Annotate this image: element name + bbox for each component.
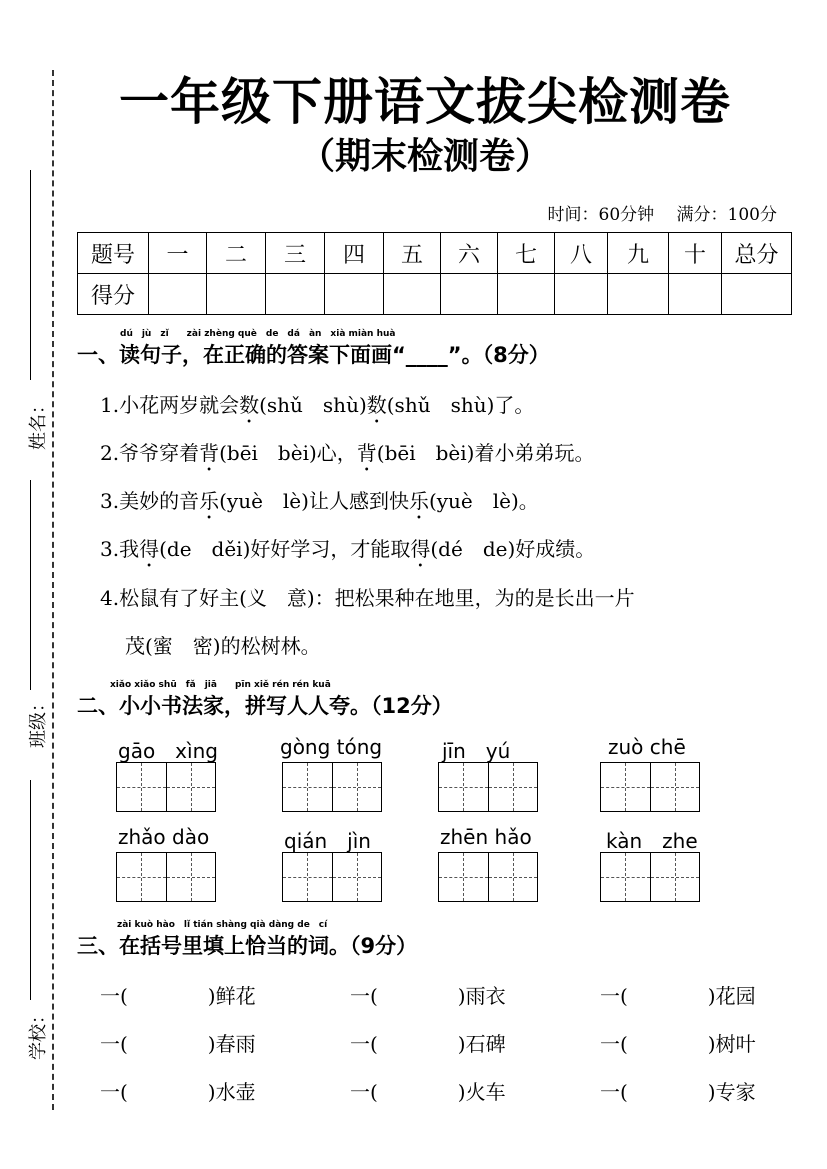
score-cell[interactable]	[207, 274, 266, 315]
text: (de děi)好好学习，才能取	[159, 537, 411, 561]
text: (shǔ shù)了。	[386, 393, 535, 417]
page-title: 一年级下册语文拔尖检测卷	[119, 73, 731, 131]
table-header-cell: 八	[555, 233, 608, 274]
pinyin-prompt: qián jìn	[284, 829, 371, 853]
fill-blank-item[interactable]: 一( )水壶	[100, 1080, 256, 1104]
pinyin-prompt: gòng tóng	[280, 735, 383, 759]
fill-blank-item[interactable]: 一( )鲜花	[100, 984, 256, 1008]
score-row-label: 得分	[78, 274, 149, 315]
table-header-cell: 十	[669, 233, 722, 274]
name-label: 姓名：	[28, 396, 49, 450]
fill-blank-item[interactable]: 一( )花园	[600, 984, 756, 1008]
class-label: 班级：	[28, 694, 49, 748]
text: 3.我	[100, 537, 140, 561]
page-subtitle: （期末检测卷）	[298, 136, 551, 177]
writing-grid[interactable]	[600, 852, 700, 902]
time-info: 时间：60分钟 满分：100分	[547, 205, 777, 225]
section3-heading: 三、在括号里填上恰当的词。（9分）	[77, 934, 418, 958]
table-header-cell: 总分	[722, 233, 792, 274]
table-header-cell: 七	[498, 233, 555, 274]
score-cell[interactable]	[384, 274, 441, 315]
fill-blank-item[interactable]: 一( )火车	[350, 1080, 506, 1104]
class-line	[30, 480, 31, 690]
table-header-cell: 四	[325, 233, 384, 274]
dotted-char: 数	[366, 393, 387, 417]
text: (shǔ shù)	[259, 393, 367, 417]
table-header-cell: 二	[207, 233, 266, 274]
section1-pinyin: dú jù zǐ zài zhèng què de dá àn xià miàn huà	[120, 329, 396, 339]
writing-grid[interactable]	[438, 762, 538, 812]
writing-grid[interactable]	[600, 762, 700, 812]
question-item	[100, 389, 534, 428]
dotted-char: 得	[139, 537, 160, 561]
score-cell[interactable]	[555, 274, 608, 315]
table-row	[78, 274, 792, 315]
text: 2.爷爷穿着	[100, 441, 200, 465]
section3-pinyin: zài kuò hào lǐ tián shàng qià dàng de cí	[117, 920, 328, 930]
pinyin-prompt: zhēn hǎo	[440, 825, 532, 849]
dotted-char: 数	[239, 393, 260, 417]
score-cell[interactable]	[669, 274, 722, 315]
binding-dashed-line	[52, 70, 54, 1110]
dotted-char: 得	[410, 537, 431, 561]
dotted-char: 背	[199, 441, 220, 465]
fill-blank-item[interactable]: 一( )专家	[600, 1080, 756, 1104]
table-header-cell: 三	[266, 233, 325, 274]
score-cell[interactable]	[722, 274, 792, 315]
writing-grid[interactable]	[438, 852, 538, 902]
text: 1.小花两岁就会	[100, 393, 240, 417]
fill-blank-item[interactable]: 一( )春雨	[100, 1032, 256, 1056]
text: (bēi bèi)心，	[219, 441, 357, 465]
name-line	[30, 170, 31, 380]
dotted-char: 乐	[199, 489, 220, 513]
section2-pinyin: xiǎo xiǎo shū fǎ jiā pīn xiě rén rén kuā	[110, 680, 331, 690]
writing-grid[interactable]	[116, 762, 216, 812]
score-cell[interactable]	[441, 274, 498, 315]
section2-heading: 二、小小书法家，拼写人人夸。（12分）	[77, 694, 453, 718]
pinyin-prompt: kàn zhe	[606, 829, 698, 853]
table-header-cell: 九	[608, 233, 669, 274]
writing-grid[interactable]	[282, 852, 382, 902]
table-header-cell: 五	[384, 233, 441, 274]
fill-blank-item[interactable]: 一( )石碑	[350, 1032, 506, 1056]
score-table	[77, 232, 792, 315]
score-cell[interactable]	[325, 274, 384, 315]
text: (bēi bèi)着小弟弟玩。	[376, 441, 595, 465]
writing-grid[interactable]	[116, 852, 216, 902]
table-header-cell: 题号	[78, 233, 149, 274]
pinyin-prompt: zuò chē	[608, 735, 686, 759]
table-row	[78, 233, 792, 274]
text: 3.美妙的音	[100, 489, 200, 513]
question-item-continued: 茂(蜜 密)的松树林。	[125, 634, 321, 658]
table-header-cell: 六	[441, 233, 498, 274]
dotted-char: 背	[356, 441, 377, 465]
pinyin-prompt: gāo xìng	[118, 739, 218, 763]
fill-blank-item[interactable]: 一( )树叶	[600, 1032, 756, 1056]
school-line	[30, 780, 31, 1000]
text: (dé de)好成绩。	[430, 537, 596, 561]
question-item	[100, 485, 539, 524]
text: (yuè lè)。	[428, 489, 539, 513]
score-cell[interactable]	[498, 274, 555, 315]
pinyin-prompt: zhǎo dào	[118, 825, 210, 849]
question-item	[100, 533, 595, 572]
score-cell[interactable]	[608, 274, 669, 315]
dotted-char: 乐	[408, 489, 429, 513]
school-label: 学校：	[28, 1006, 49, 1060]
score-cell[interactable]	[266, 274, 325, 315]
section1-heading: 一、读句子，在正确的答案下面画“____”。（8分）	[77, 343, 550, 367]
text: (yuè lè)让人感到快	[219, 489, 409, 513]
table-header-cell: 一	[149, 233, 207, 274]
question-item	[100, 437, 594, 476]
writing-grid[interactable]	[282, 762, 382, 812]
question-item: 4.松鼠有了好主(义 意)：把松果种在地里，为的是长出一片	[100, 586, 635, 610]
fill-blank-item[interactable]: 一( )雨衣	[350, 984, 506, 1008]
score-cell[interactable]	[149, 274, 207, 315]
pinyin-prompt: jīn yú	[442, 739, 511, 763]
